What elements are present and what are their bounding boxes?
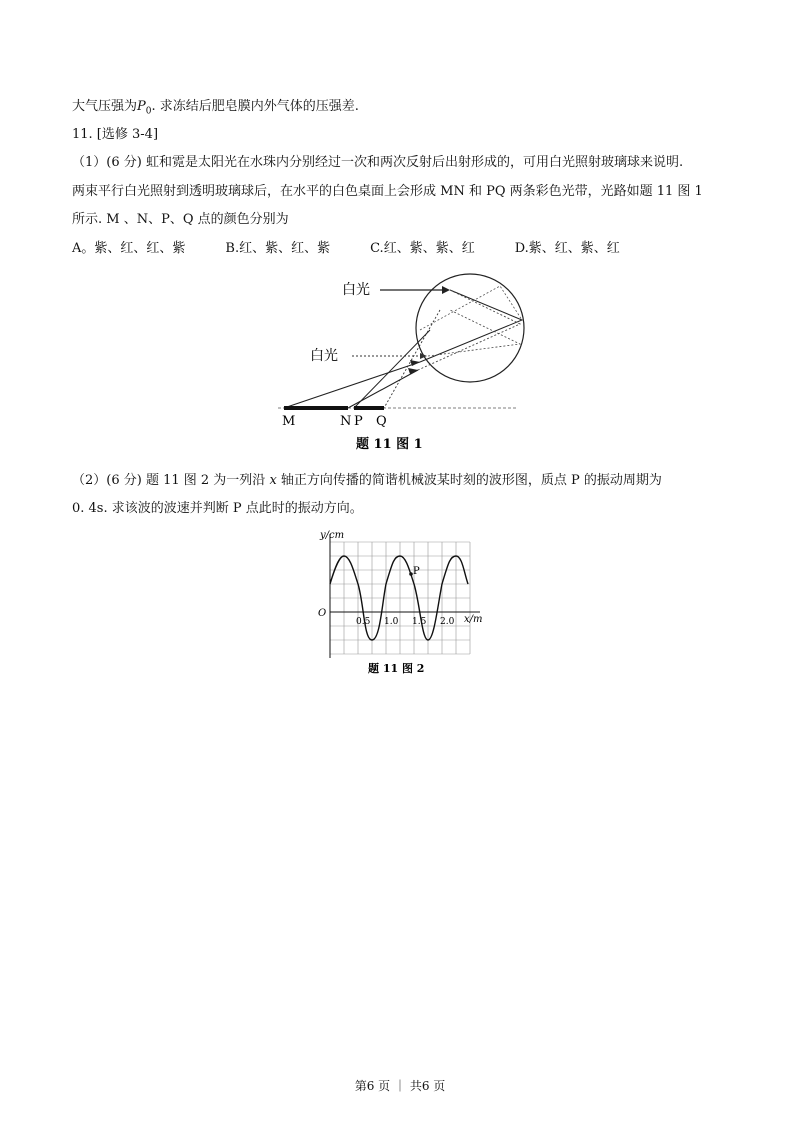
var-p: P (137, 99, 146, 114)
text-span: 大气压强为 (72, 99, 138, 114)
label-Q: Q (376, 414, 387, 429)
option-c: C.红、紫、紫、红 (370, 241, 475, 256)
text-span: （2）(6 分) 题 11 图 2 为一列沿 (72, 473, 266, 488)
option-b: B.红、紫、红、紫 (225, 241, 331, 256)
figure-1-caption: 题 11 图 1 (356, 437, 423, 452)
outgoing-ray-P (354, 330, 430, 408)
q1-line-1: （1）(6 分) 虹和霓是太阳光在水珠内分别经过一次和两次反射后出射形成的，可用白光照射玻璃球来说明. (72, 155, 684, 170)
y-axis-label: y/cm (320, 530, 345, 541)
outgoing-ray-Q (384, 310, 440, 408)
white-light-label-2: 白光 (310, 348, 338, 364)
tick-1-0: 1.0 (384, 617, 399, 627)
q2-line-2: 0. 4s. 求该波的波速并判断 P 点此时的振动方向。 (72, 501, 363, 516)
label-P: P (354, 414, 363, 429)
options-row (72, 240, 660, 258)
q1-line-3: 所示. M 、N、P、Q 点的颜色分别为 (72, 212, 289, 227)
origin-label: O (318, 608, 327, 619)
text-span: . 求冻结后肥皂膜内外气体的压强差. (151, 99, 359, 114)
option-a: A。紫、红、红、紫 (72, 241, 186, 256)
option-d: D.紫、红、紫、红 (514, 241, 620, 256)
outgoing-ray-M (284, 362, 420, 408)
label-M: M (282, 414, 296, 429)
tick-1-5: 1.5 (412, 617, 427, 627)
tick-2-0: 2.0 (440, 617, 455, 627)
pressure-line (72, 98, 359, 121)
figure-2-caption: 题 11 图 2 (368, 662, 425, 675)
grid (330, 542, 470, 654)
internal-ray-dashed-2 (420, 286, 522, 330)
text-span: 轴正方向传播的简谐机械波某时刻的波形图，质点 P 的振动周期为 (280, 473, 662, 488)
arrow-icon (442, 286, 450, 294)
tick-0-5: 0.5 (356, 617, 371, 627)
outgoing-ray-N (348, 370, 418, 408)
internal-ray-dashed (418, 290, 520, 370)
var-x: x (269, 473, 277, 488)
q1-line-2: 两束平行白光照射到透明玻璃球后，在水平的白色桌面上会形成 MN 和 PQ 两条彩色光带，光路如题 11 图 1 (72, 184, 703, 199)
page-footer: 第6 页 ｜ 共6 页 (354, 1079, 446, 1093)
label-N: N (340, 414, 352, 429)
section-title: 11. [选修 3-4] (72, 127, 159, 142)
x-axis-label: x/m (464, 614, 483, 625)
point-p-label: P (413, 566, 420, 577)
figure-2-wave-graph (312, 528, 496, 678)
figure-1-diagram (270, 270, 530, 460)
internal-ray (420, 290, 522, 362)
arrow-icon (420, 353, 427, 359)
internal-ray-dashed-3 (428, 310, 520, 356)
var-sub: 0 (145, 106, 152, 117)
q2-line-1 (72, 472, 662, 490)
white-light-label-1: 白光 (342, 282, 370, 298)
